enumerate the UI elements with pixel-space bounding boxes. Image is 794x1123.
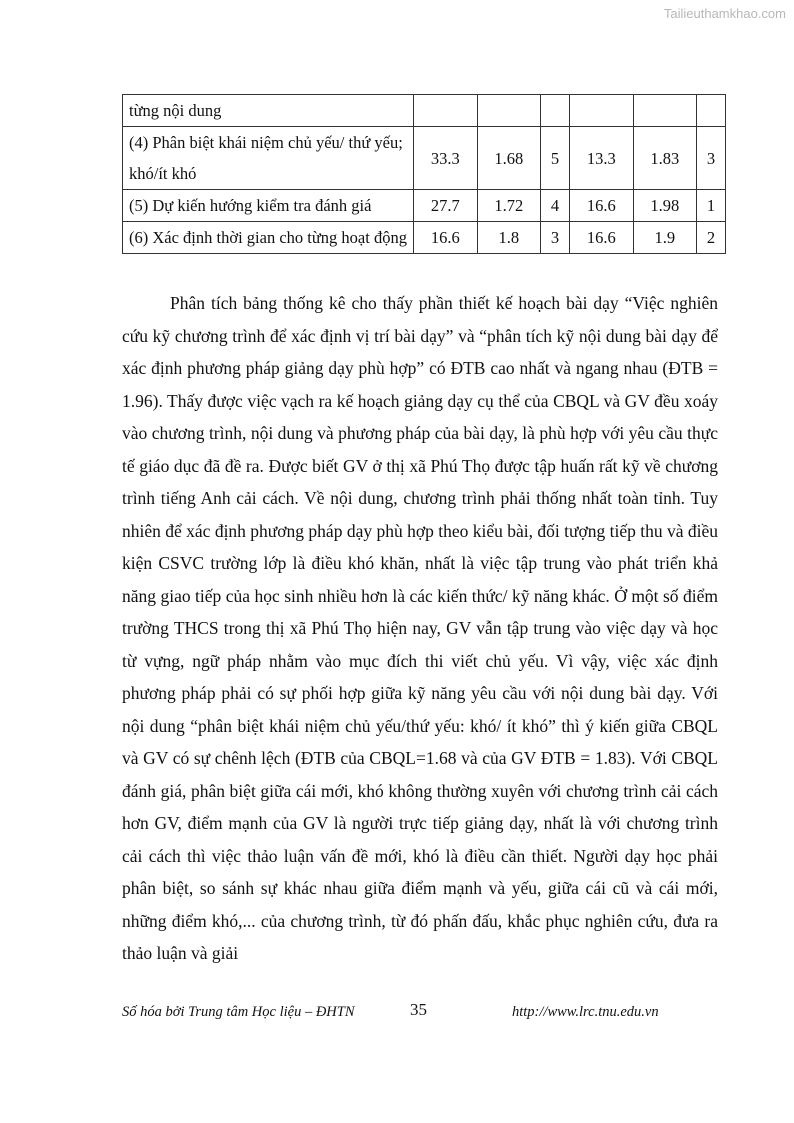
row-label: (6) Xác định thời gian cho từng hoạt động [123,222,414,254]
table-row [123,190,726,222]
statistics-table [122,94,726,254]
footer-credit: Số hóa bởi Trung tâm Học liệu – ĐHTN [122,1004,355,1020]
table-cell: 16.6 [569,222,633,254]
page-number: 35 [410,1000,427,1019]
row-label: từng nội dung [123,95,414,127]
table-cell: 1.72 [477,190,541,222]
table-cell: 5 [541,127,570,190]
table-cell [477,95,541,127]
table-cell: 16.6 [569,190,633,222]
table-cell: 1.8 [477,222,541,254]
table-cell: 1.83 [633,127,697,190]
table-cell: 13.3 [569,127,633,190]
table-cell: 33.3 [414,127,478,190]
table-cell: 1.9 [633,222,697,254]
table-row [123,222,726,254]
table-cell: 27.7 [414,190,478,222]
table-cell: 3 [541,222,570,254]
table-row [123,127,726,190]
table-cell: 4 [541,190,570,222]
table-cell [541,95,570,127]
table-cell [569,95,633,127]
body-paragraph: Phân tích bảng thống kê cho thấy phần thiết kế hoạch bài dạy “Việc nghiên cứu kỹ chương trình để xác định vị trí bài dạy” và “phân tích kỹ nội dung bài dạy để xác định phương pháp giảng dạy phù hợp” có ĐTB cao nhất và ngang nhau (ĐTB = 1.96). Thấy được việc vạch ra kế hoạch giảng dạy cụ thể của CBQL và GV đều xoáy vào chương trình, nội dung và phương pháp của bài dạy, là phù hợp với yêu cầu thực tế giáo dục đã đề ra. Được biết GV ở thị xã Phú Thọ được tập huấn rất kỹ về chương trình tiếng Anh cải cách. Về nội dung, chương trình phải thống nhất toàn tỉnh. Tuy nhiên để xác định phương pháp dạy phù hợp theo kiểu bài, đối tượng tiếp thu và điều kiện CSVC trường lớp là điều khó khăn, nhất là việc tập trung vào phát triển khả năng giao tiếp của học sinh nhiều hơn là các kiến thức/ kỹ năng khác. Ở một số điểm trường THCS trong thị xã Phú Thọ hiện nay, GV vẫn tập trung vào việc dạy và học từ vựng, ngữ pháp nhằm vào mục đích thi viết chủ yếu. Vì vậy, việc xác định phương pháp phải có sự phối hợp giữa kỹ năng yêu cầu với nội dung bài dạy. Với nội dung “phân biệt khái niệm chủ yếu/thứ yếu: khó/ ít khó” thì ý kiến giữa CBQL và GV có sự chênh lệch (ĐTB của CBQL=1.68 và của GV ĐTB = 1.83). Với CBQL đánh giá, phân biệt giữa cái mới, khó không thường xuyên với chương trình cải cách hơn GV, điểm mạnh của GV là người trực tiếp giảng dạy, nhất là với chương trình cải cách thì việc thảo luận vấn đề mới, khó là điều cần thiết. Người dạy học phải phân biệt, so sánh sự khác nhau giữa điểm mạnh và yếu, giữa cái cũ và cái mới, những điểm khó,... của chương trình, từ đó phấn đấu, khắc phục nghiên cứu, đưa ra thảo luận và giải [122,293,718,963]
row-label: (4) Phân biệt khái niệm chủ yếu/ thứ yếu; khó/ít khó [123,127,414,190]
table-cell [697,95,726,127]
table-cell: 1.68 [477,127,541,190]
table-cell [633,95,697,127]
table-cell: 1 [697,190,726,222]
table-cell: 2 [697,222,726,254]
table-cell: 1.98 [633,190,697,222]
table-body [123,95,726,254]
watermark: Tailieuthamkhao.com [663,6,786,21]
table-cell [414,95,478,127]
footer-url[interactable]: http://www.lrc.tnu.edu.vn [512,1004,659,1020]
row-label: (5) Dự kiến hướng kiểm tra đánh giá [123,190,414,222]
table-cell: 3 [697,127,726,190]
table-cell: 16.6 [414,222,478,254]
table-row [123,95,726,127]
